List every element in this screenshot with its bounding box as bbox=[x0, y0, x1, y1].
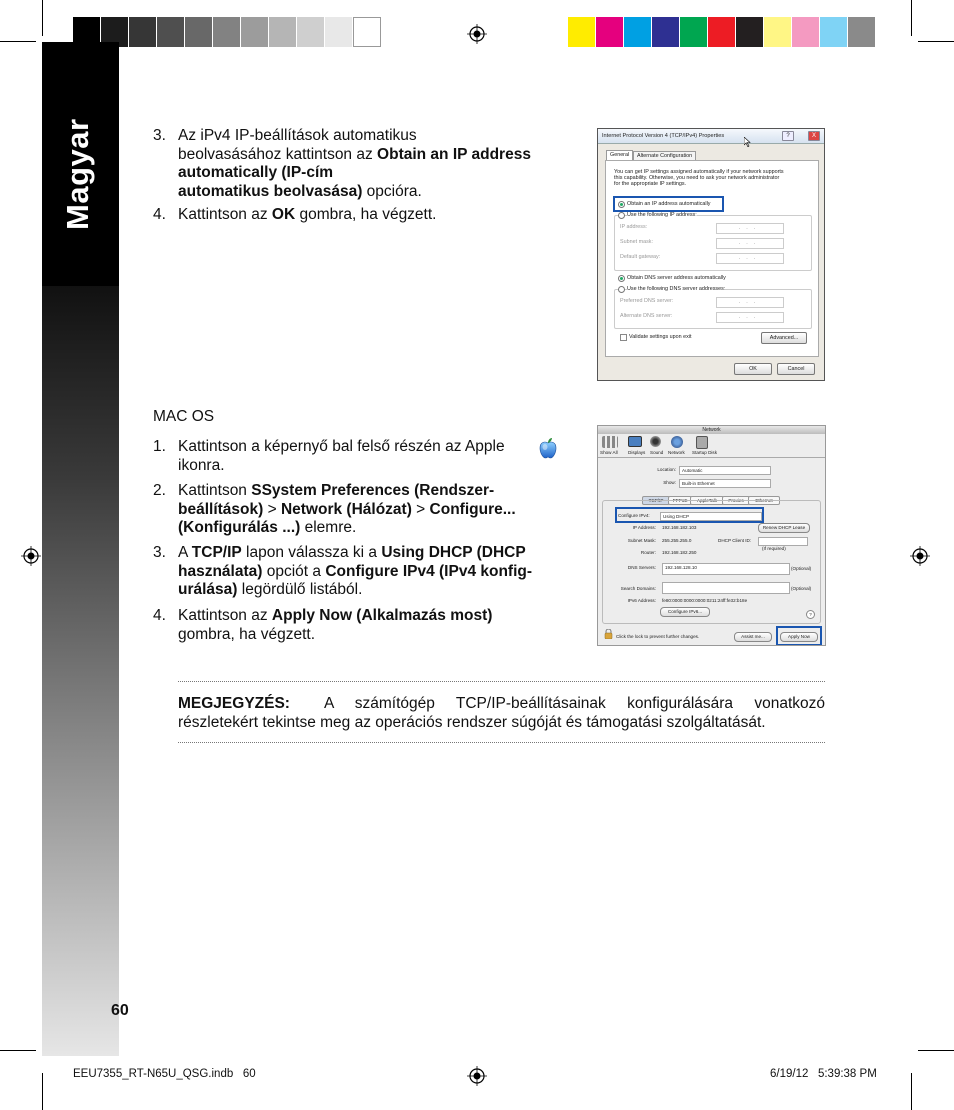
registration-target-icon bbox=[467, 1066, 487, 1086]
calibration-swatch bbox=[568, 17, 596, 47]
footer-timestamp: 6/19/12 5:39:38 PM bbox=[770, 1068, 877, 1080]
step-text-line bbox=[178, 438, 505, 457]
crop-mark bbox=[42, 1073, 43, 1110]
default-gateway-field[interactable]: ... bbox=[716, 253, 784, 264]
text-run: Kattintson az bbox=[178, 206, 272, 223]
crop-mark bbox=[0, 41, 36, 42]
bold-term: (Konfigurálás ...) bbox=[178, 519, 301, 536]
calibration-swatch bbox=[848, 17, 876, 47]
calibration-swatch bbox=[624, 17, 652, 47]
calibration-swatch bbox=[708, 17, 736, 47]
toolbar-network[interactable]: Network bbox=[668, 450, 685, 455]
network-icon[interactable] bbox=[671, 436, 683, 448]
text-run: ikonra. bbox=[178, 456, 225, 474]
calibration-swatch bbox=[792, 17, 820, 47]
crop-mark bbox=[911, 1073, 912, 1110]
tab-alternate-configuration[interactable]: Alternate Configuration bbox=[633, 151, 696, 161]
calibration-swatch bbox=[325, 17, 353, 47]
text-run: > bbox=[411, 500, 430, 518]
text-run: beolvasásához kattintson az bbox=[178, 145, 378, 163]
show-label: Show: bbox=[663, 480, 676, 485]
label-alternate-dns: Alternate DNS server: bbox=[620, 313, 673, 319]
registration-target-icon bbox=[467, 24, 487, 44]
advanced-button[interactable]: Advanced... bbox=[761, 332, 807, 344]
color-calibration-bar bbox=[568, 17, 876, 47]
dialog-titlebar bbox=[598, 129, 824, 144]
step-text-line bbox=[178, 482, 494, 501]
search-domains-field[interactable] bbox=[662, 582, 790, 594]
ipv6-address-value: fe80:0000:0000:0000:0211:24ff:fe32:b18e bbox=[662, 598, 748, 603]
if-required-text: (If required) bbox=[762, 546, 786, 551]
mac-network-dialog bbox=[597, 425, 826, 646]
text-run: Az iPv4 IP-beállítások automatikus bbox=[178, 127, 417, 144]
subnet-mask-field[interactable]: ... bbox=[716, 238, 784, 249]
validate-checkbox[interactable] bbox=[620, 334, 627, 341]
general-panel bbox=[605, 160, 819, 357]
bold-term: urálása) bbox=[178, 581, 238, 598]
crop-mark bbox=[0, 1050, 36, 1051]
show-all-icon[interactable] bbox=[602, 436, 618, 448]
highlight-box bbox=[613, 196, 724, 212]
text-run: gombra, ha végzett. bbox=[178, 625, 315, 643]
note-divider-bottom bbox=[178, 742, 825, 743]
text-run: opciót a bbox=[262, 562, 326, 580]
configure-ipv6-button[interactable]: Configure IPv6... bbox=[660, 607, 710, 617]
tab-tcpip[interactable]: TCP/IP bbox=[642, 496, 670, 505]
mac-titlebar: Network bbox=[598, 426, 825, 434]
bold-term: Network (Hálózat) bbox=[280, 500, 412, 518]
calibration-swatch bbox=[185, 17, 213, 47]
gray-calibration-bar bbox=[73, 17, 381, 47]
tab-pppoe[interactable]: PPPoE bbox=[668, 496, 692, 505]
step-text-line bbox=[178, 626, 315, 645]
location-select[interactable]: Automatic bbox=[679, 466, 771, 475]
crop-mark bbox=[911, 0, 912, 36]
bold-term: Using DHCP (DHCP bbox=[381, 544, 526, 561]
step-text-line bbox=[178, 519, 356, 538]
step-text-line bbox=[178, 457, 225, 476]
calibration-swatch bbox=[736, 17, 764, 47]
registration-target-icon bbox=[21, 546, 41, 566]
page-number: 60 bbox=[111, 1002, 129, 1019]
bold-term: Configure IPv4 (IPv4 konfig- bbox=[325, 562, 533, 580]
text-run: A bbox=[178, 544, 192, 561]
step-text-line bbox=[178, 127, 417, 146]
mouse-cursor-icon bbox=[744, 137, 751, 147]
calibration-swatch bbox=[213, 17, 241, 47]
crop-mark bbox=[918, 1050, 954, 1051]
calibration-swatch bbox=[820, 17, 848, 47]
calibration-swatch bbox=[157, 17, 185, 47]
step-number: 4. bbox=[153, 206, 166, 223]
registration-target-icon bbox=[910, 546, 930, 566]
mac-os-heading: MAC OS bbox=[153, 408, 215, 425]
ip-address-value: 192.168.182.103 bbox=[662, 525, 697, 530]
tab-ethernet[interactable]: Ethernet bbox=[748, 496, 780, 505]
ip-address-field[interactable]: ... bbox=[716, 223, 784, 234]
bold-term: automatikus beolvasása) bbox=[178, 182, 363, 200]
bold-term: OK bbox=[271, 206, 296, 223]
crop-mark bbox=[918, 41, 954, 42]
ipv4-properties-dialog bbox=[597, 128, 825, 381]
tab-appletalk[interactable]: AppleTalk bbox=[690, 496, 724, 505]
note-line-1: A számítógép TCP/IP-beállításainak konfigurálására vonatkozó bbox=[324, 695, 825, 712]
bold-term: Configure... bbox=[429, 500, 516, 518]
show-select[interactable]: Built-in Ethernet bbox=[679, 479, 771, 488]
note-line-2: részletekért tekintse meg az operációs rendszer súgóját és támogatási szolgáltatását. bbox=[178, 714, 766, 731]
language-title: Magyar bbox=[60, 118, 95, 230]
preferred-dns-field[interactable]: ... bbox=[716, 297, 784, 308]
toolbar-show-all[interactable]: Show All bbox=[600, 450, 618, 455]
highlight-box bbox=[776, 626, 822, 646]
toolbar-displays[interactable]: Displays bbox=[628, 450, 646, 455]
text-run: legördülő listából. bbox=[237, 581, 363, 598]
step-text-line bbox=[178, 581, 362, 600]
label-default-gateway: Default gateway: bbox=[620, 254, 661, 260]
calibration-swatch bbox=[241, 17, 269, 47]
help-button[interactable]: ? bbox=[782, 131, 794, 141]
bold-term: használata) bbox=[178, 562, 263, 580]
radio-use-following-dns[interactable] bbox=[618, 286, 625, 293]
step-text-line bbox=[178, 206, 436, 225]
router-value: 192.168.182.250 bbox=[662, 550, 697, 555]
location-label: Location: bbox=[657, 467, 676, 472]
bold-term: SSystem Preferences bbox=[251, 482, 410, 499]
ip-address-label: IP Address: bbox=[632, 525, 656, 530]
step-text-line bbox=[178, 607, 492, 626]
configure-ipv4-select[interactable]: Using DHCP bbox=[660, 512, 762, 521]
lock-text: Click the lock to prevent further changes. bbox=[616, 634, 700, 639]
step-text-line bbox=[178, 146, 531, 165]
subnet-mask-label: Subnet Mask: bbox=[627, 538, 656, 543]
dns-optional-text: (Optional) bbox=[791, 566, 812, 571]
tab-proxies[interactable]: Proxies bbox=[722, 496, 750, 505]
dns-servers-field[interactable]: 192.168.128.10 bbox=[662, 563, 790, 575]
dhcp-client-id-label: DHCP Client ID: bbox=[718, 538, 752, 543]
side-gradient-strip bbox=[42, 286, 119, 1056]
step-text-line bbox=[178, 164, 333, 183]
text-run: gombra, ha végzett. bbox=[295, 206, 437, 223]
alternate-dns-field[interactable]: ... bbox=[716, 312, 784, 323]
footer-filename: EEU7355_RT-N65U_QSG.indb 60 bbox=[73, 1068, 256, 1080]
intro-text: You can get IP settings assigned automatically if your network supports this capability. Otherwise, you need to ask your network administrator for the appropriate IP settings. bbox=[614, 169, 784, 187]
help-button[interactable]: ? bbox=[806, 610, 815, 619]
calibration-swatch bbox=[129, 17, 157, 47]
step-number: 1. bbox=[153, 438, 166, 455]
assist-me-button[interactable]: Assist me... bbox=[734, 632, 772, 642]
calibration-swatch bbox=[297, 17, 325, 47]
bold-term: Obtain an IP address bbox=[377, 145, 531, 163]
bold-term: Apply Now (Alkalmazás most) bbox=[271, 607, 493, 624]
text-run: > bbox=[263, 500, 281, 518]
label-use-following-ip: Use the following IP address: bbox=[627, 212, 697, 218]
ipv6-address-label: IPv6 Address: bbox=[627, 598, 656, 603]
crop-mark bbox=[42, 0, 43, 36]
close-button[interactable]: X bbox=[808, 131, 820, 141]
lock-icon[interactable] bbox=[604, 629, 613, 639]
radio-use-following-ip[interactable] bbox=[618, 212, 625, 219]
label-validate: Validate settings upon exit bbox=[629, 334, 692, 340]
dns-servers-label: DNS Servers: bbox=[627, 565, 656, 570]
text-run: Kattintson a képernyő bal felső részén az Apple bbox=[178, 438, 505, 455]
label-ip-address: IP address: bbox=[620, 224, 648, 230]
label-use-following-dns: Use the following DNS server addresses: bbox=[627, 286, 726, 292]
highlight-box bbox=[615, 507, 764, 523]
step-text-line bbox=[178, 501, 516, 520]
apple-icon bbox=[537, 436, 559, 460]
step-number: 3. bbox=[153, 544, 166, 561]
calibration-swatch bbox=[353, 17, 381, 47]
calibration-swatch bbox=[269, 17, 297, 47]
label-preferred-dns: Preferred DNS server: bbox=[620, 298, 674, 304]
apply-now-button[interactable]: Apply Now bbox=[780, 632, 818, 642]
step-number: 4. bbox=[153, 607, 166, 624]
bold-term: TCP/IP bbox=[191, 544, 242, 561]
text-run: Kattintson bbox=[178, 482, 252, 499]
label-obtain-dns-auto: Obtain DNS server address automatically bbox=[627, 275, 726, 281]
text-run: opcióra. bbox=[362, 182, 422, 200]
toolbar-startup-disk[interactable]: Startup Disk bbox=[692, 450, 718, 455]
dialog-title: Internet Protocol Version 4 (TCP/IPv4) Properties bbox=[602, 133, 725, 139]
calibration-swatch bbox=[764, 17, 792, 47]
calibration-swatch bbox=[680, 17, 708, 47]
bold-term: automatically (IP-cím bbox=[178, 164, 334, 181]
text-run: lapon válassza ki a bbox=[241, 544, 382, 561]
cancel-button[interactable]: Cancel bbox=[777, 363, 815, 375]
step-number: 3. bbox=[153, 127, 166, 144]
toolbar-sound[interactable]: Sound bbox=[650, 450, 664, 455]
startup-disk-icon[interactable] bbox=[696, 436, 708, 449]
bold-term: (Rendszer- bbox=[414, 482, 495, 499]
step-text-line bbox=[178, 563, 532, 582]
dns-group bbox=[614, 289, 812, 329]
search-optional-text: (Optional) bbox=[791, 586, 812, 591]
displays-icon[interactable] bbox=[628, 436, 642, 447]
renew-dhcp-button[interactable]: Renew DHCP Lease bbox=[758, 523, 810, 533]
router-label: Router: bbox=[640, 550, 656, 555]
text-run: elemre. bbox=[300, 519, 357, 536]
radio-obtain-dns-auto[interactable] bbox=[618, 275, 625, 282]
ok-button[interactable]: OK bbox=[734, 363, 772, 375]
calibration-swatch bbox=[652, 17, 680, 47]
note-divider-top bbox=[178, 681, 825, 682]
note-label: MEGJEGYZÉS: bbox=[178, 695, 290, 712]
sound-icon[interactable] bbox=[650, 436, 661, 447]
tab-general[interactable]: General bbox=[606, 150, 633, 161]
label-subnet-mask: Subnet mask: bbox=[620, 239, 653, 245]
label-obtain-ip-auto: Obtain an IP address automatically bbox=[627, 201, 711, 207]
text-run: Kattintson az bbox=[178, 607, 272, 624]
search-domains-label: Search Domains: bbox=[620, 586, 656, 591]
dhcp-client-id-field[interactable] bbox=[758, 537, 808, 546]
subnet-mask-value: 255.255.255.0 bbox=[662, 538, 692, 543]
toolbar-divider bbox=[598, 457, 826, 458]
configure-ipv4-label: Configure IPv4: bbox=[618, 513, 650, 518]
step-text-line bbox=[178, 544, 526, 563]
step-text-line bbox=[178, 183, 422, 202]
step-number: 2. bbox=[153, 482, 166, 499]
bold-term: beállítások) bbox=[178, 500, 264, 518]
calibration-swatch bbox=[596, 17, 624, 47]
